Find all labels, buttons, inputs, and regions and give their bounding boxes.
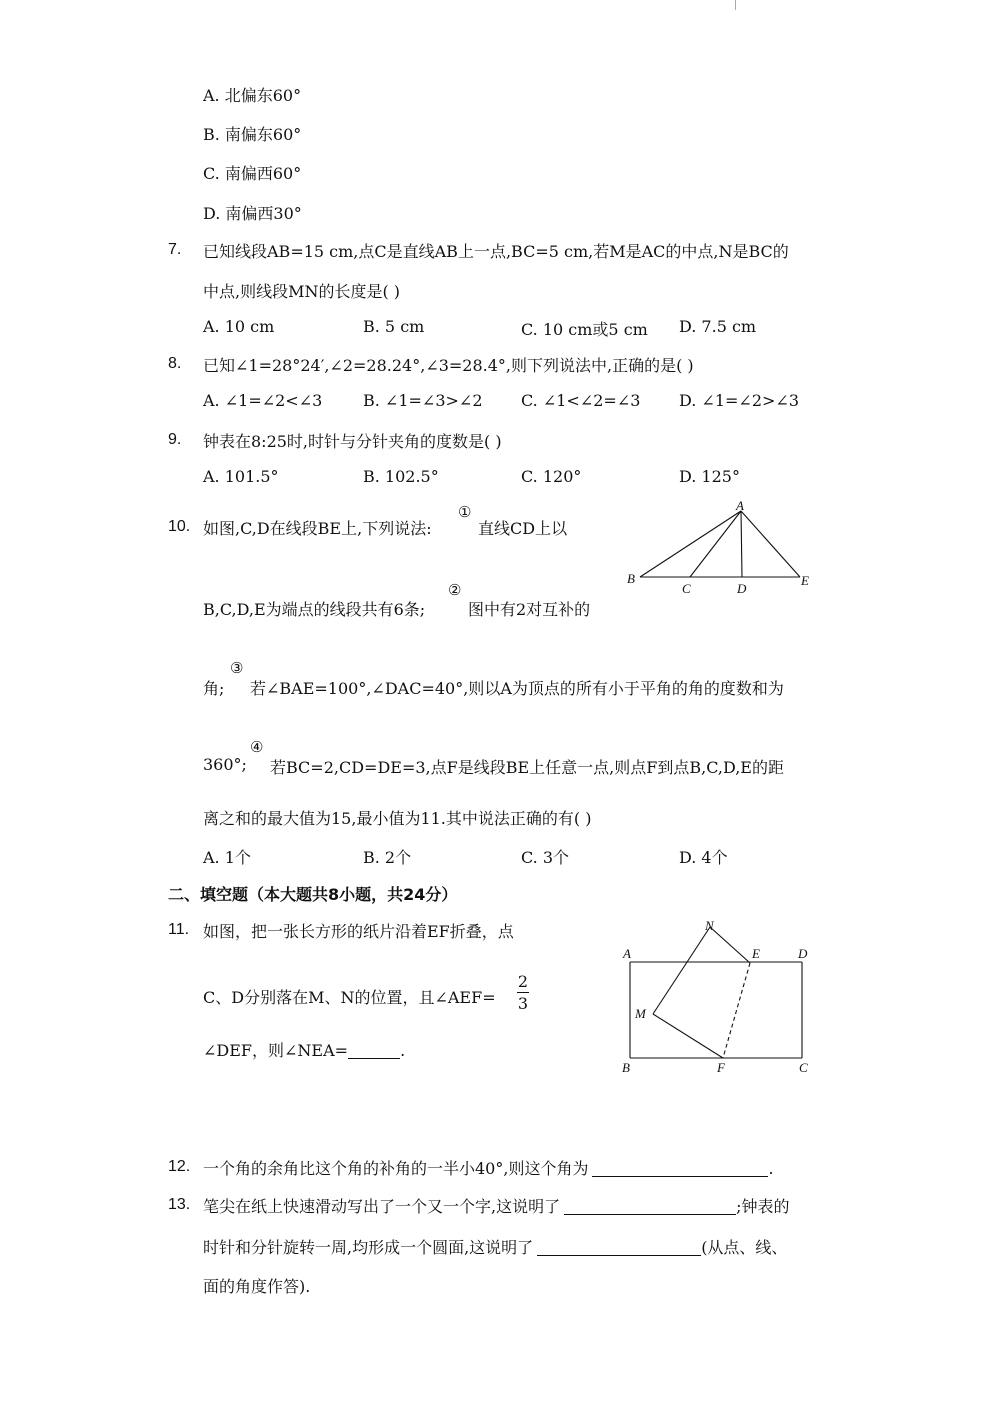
- q10-stem-line3b: 若∠BAE=100°,∠DAC=40°,则以A为顶点的所有小于平角的角的度数和为: [250, 679, 784, 698]
- circled-four: ④: [250, 738, 264, 756]
- q7-option-d[interactable]: D. 7.5 cm: [679, 317, 757, 336]
- label-m: M: [635, 1006, 646, 1021]
- q11-number: 11.: [168, 921, 190, 938]
- q7-option-b[interactable]: B. 5 cm: [363, 317, 425, 336]
- q6-option-b[interactable]: B. 南偏东60°: [203, 125, 302, 144]
- q9-option-c[interactable]: C. 120°: [521, 467, 582, 486]
- section-title: 二、填空题（本大题共8小题，共24分）: [168, 885, 458, 904]
- q9-stem: 钟表在8:25时,时针与分针夹角的度数是( ): [203, 432, 502, 451]
- segment-ne: [710, 927, 750, 963]
- q8-option-d[interactable]: D. ∠1=∠2>∠3: [679, 391, 799, 410]
- q13-number: 13.: [168, 1196, 191, 1213]
- q10-option-b[interactable]: B. 2个: [363, 848, 412, 867]
- q12-number: 12.: [168, 1158, 191, 1175]
- q13-answer-blank-2[interactable]: [537, 1239, 701, 1256]
- q12-answer-blank[interactable]: [592, 1160, 768, 1177]
- q11-stem-line3-text: ∠DEF，则∠NEA=: [203, 1041, 349, 1060]
- q11-stem-line2: C、D分别落在M、N的位置，且∠AEF=: [203, 988, 496, 1007]
- q10-stem-line2b: 图中有2对互补的: [468, 600, 591, 619]
- fraction-numerator: 2: [517, 972, 529, 991]
- q13-stem-line1b: ;钟表的: [736, 1197, 790, 1216]
- label-d: D: [798, 946, 808, 961]
- page-edge-mark: [735, 0, 746, 10]
- q13-stem-line1a: 笔尖在纸上快速滑动写出了一个又一个字,这说明了: [203, 1197, 561, 1216]
- q8-number: 8.: [168, 355, 182, 372]
- circled-one: ①: [458, 503, 472, 521]
- q11-stem-line3: [203, 1038, 405, 1061]
- q10-option-a[interactable]: A. 1个: [203, 848, 251, 867]
- q7-number: 7.: [168, 241, 182, 258]
- q10-stem-line5: 离之和的最大值为15,最小值为11.其中说法正确的有( ): [203, 809, 592, 828]
- label-c: C: [799, 1060, 808, 1075]
- q13-stem-line2: [203, 1235, 787, 1258]
- label-a: A: [736, 498, 744, 513]
- q9-number: 9.: [168, 431, 182, 448]
- q8-stem: 已知∠1=28°24′,∠2=28.24°,∠3=28.4°,则下列说法中,正确的是( ): [203, 356, 694, 375]
- segment-nm: [653, 927, 710, 1014]
- segment-ac: [690, 511, 741, 577]
- q13-answer-blank-1[interactable]: [564, 1198, 736, 1215]
- segment-ab: [640, 511, 741, 577]
- q10-option-d[interactable]: D. 4个: [679, 848, 728, 867]
- q11-rectangle-figure: [615, 912, 830, 1082]
- q6-option-d[interactable]: D. 南偏西30°: [203, 204, 302, 223]
- circled-two: ②: [448, 581, 462, 599]
- q10-stem-line1b: 直线CD上以: [478, 519, 568, 538]
- q10-stem-line4a: 360°;: [203, 755, 247, 774]
- q12-stem-text: 一个角的余角比这个角的补角的一半小40°,则这个角为: [203, 1159, 589, 1178]
- segment-ae: [741, 511, 800, 577]
- q11-period: .: [400, 1041, 406, 1060]
- q6-option-a[interactable]: A. 北偏东60°: [203, 86, 302, 105]
- q10-stem-line1a: 如图,C,D在线段BE上,下列说法:: [203, 519, 432, 538]
- q9-option-a[interactable]: A. 101.5°: [203, 467, 279, 486]
- fraction-denominator: 3: [517, 994, 529, 1013]
- q13-stem-line1: [203, 1194, 790, 1217]
- label-n: N: [705, 918, 714, 933]
- q8-option-b[interactable]: B. ∠1=∠3>∠2: [363, 391, 483, 410]
- q7-stem-line2: 中点,则线段MN的长度是( ): [203, 282, 401, 301]
- q7-option-c[interactable]: C. 10 cm或5 cm: [521, 320, 648, 339]
- q10-number: 10.: [168, 518, 191, 535]
- q10-stem-line3a: 角;: [203, 679, 225, 698]
- q10-option-c[interactable]: C. 3个: [521, 848, 570, 867]
- label-b: B: [622, 1060, 630, 1075]
- segment-mf: [653, 1014, 723, 1058]
- q13-stem-line2b: (从点、线、: [701, 1238, 788, 1257]
- fraction-bar: [517, 992, 529, 993]
- q7-option-a[interactable]: A. 10 cm: [203, 317, 275, 336]
- q7-stem-line1: 已知线段AB=15 cm,点C是直线AB上一点,BC=5 cm,若M是AC的中点,N是BC的: [203, 242, 789, 261]
- q13-stem-line3: 面的角度作答).: [203, 1277, 311, 1296]
- label-b: B: [627, 571, 635, 586]
- label-a: A: [623, 946, 631, 961]
- label-e: E: [752, 946, 760, 961]
- q10-stem-line4b: 若BC=2,CD=DE=3,点F是线段BE上任意一点,则点F到点B,C,D,E的距: [270, 758, 784, 777]
- q9-option-b[interactable]: B. 102.5°: [363, 467, 439, 486]
- q12-stem: [203, 1156, 774, 1179]
- fraction-two-thirds: [517, 972, 529, 1013]
- label-d: D: [737, 581, 747, 596]
- q9-option-d[interactable]: D. 125°: [679, 467, 740, 486]
- q11-stem-line1: 如图，把一张长方形的纸片沿着EF折叠，点: [203, 922, 514, 941]
- segment-ad: [741, 511, 742, 577]
- q13-stem-line2a: 时针和分针旋转一周,均形成一个圆面,这说明了: [203, 1238, 534, 1257]
- fold-line-ef: [723, 963, 750, 1058]
- q8-option-a[interactable]: A. ∠1=∠2<∠3: [203, 391, 323, 410]
- q8-option-c[interactable]: C. ∠1<∠2=∠3: [521, 391, 641, 410]
- label-c: C: [682, 581, 691, 596]
- q11-answer-blank[interactable]: [348, 1042, 400, 1059]
- q6-option-c[interactable]: C. 南偏西60°: [203, 164, 302, 183]
- circled-three: ③: [230, 659, 244, 677]
- q10-triangle-figure: [620, 496, 820, 600]
- label-f: F: [717, 1060, 725, 1075]
- q12-period: .: [768, 1159, 774, 1178]
- label-e: E: [801, 573, 809, 588]
- q10-stem-line2a: B,C,D,E为端点的线段共有6条;: [203, 600, 426, 619]
